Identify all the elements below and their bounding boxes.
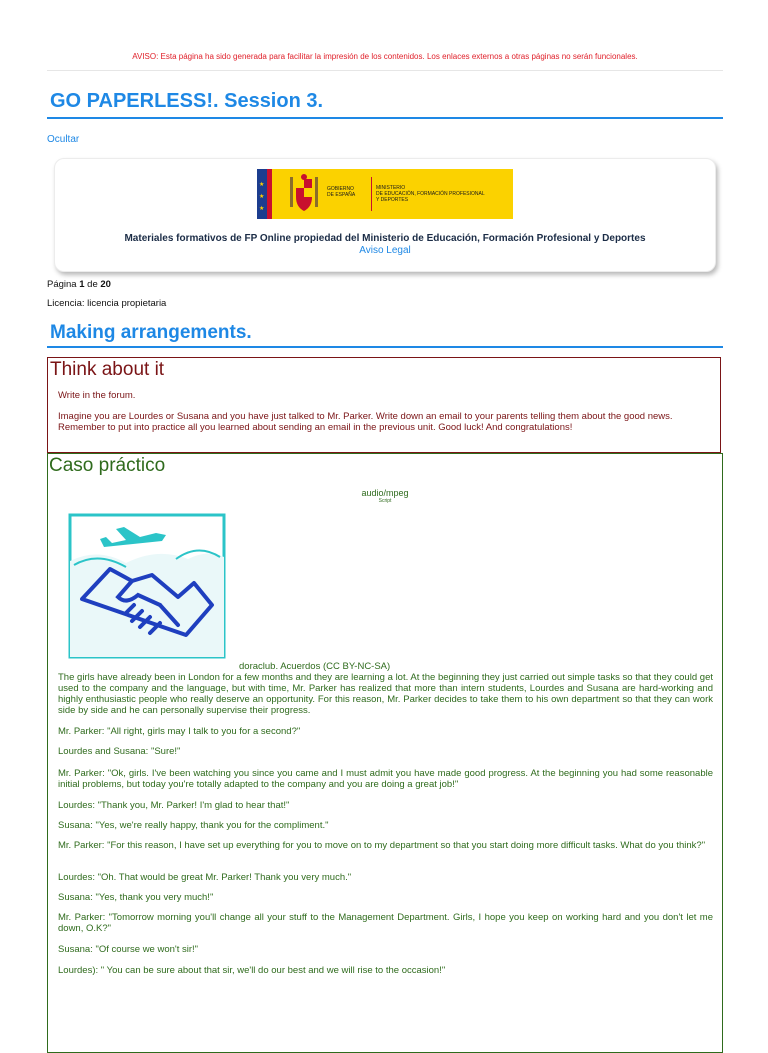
dialog-line: Mr. Parker: "For this reason, I have set up everything for you to move on to my department so that you start doing more difficult tasks. What do you think?"	[58, 840, 706, 851]
dialog-line: Lourdes): " You can be sure about that sir, we'll do our best and we will rise to the occasion!"	[58, 965, 446, 976]
think-heading: Think about it	[50, 359, 165, 380]
dialog-line: Mr. Parker: "Tomorrow morning you'll change all your stuff to the Management Department. Girls, I hope you keep on working hard and you don't let me down, O.K?"	[58, 912, 713, 934]
story-paragraph: The girls have already been in London for a few months and they are learning a lot. At the beginning they just carried out simple tasks so that they could get used to the company and the language, but with time, Mr. Parker has realized that more than intern students, Lourdes and Susana are hard-working and highly enthusiastic people who really deserve an opportunity. For this reason, Mr. Parker decides to take them to his own department so that they can work side by side and he can personally supervise their progress.	[58, 672, 713, 716]
think-paragraph: Imagine you are Lourdes or Susana and you have just talked to Mr. Parker. Write down an email to your parents telling them about the good news. Remember to put into practice all you learned about sending an email in the previous unit. Good luck! And congratulations!	[58, 411, 673, 433]
dialog-line: Susana: "Of course we won't sir!"	[58, 944, 199, 955]
logo-government-text: GOBIERNO DE ESPAÑA	[327, 186, 356, 198]
ministry-logo	[257, 169, 513, 219]
think-paragraph: Write in the forum.	[58, 390, 136, 401]
case-heading: Caso práctico	[49, 455, 166, 476]
audio-player[interactable]: audio/mpeg	[361, 488, 409, 498]
image-credit: doraclub. Acuerdos (CC BY-NC-SA)	[239, 661, 391, 672]
pagination	[47, 279, 111, 290]
pagination-label: Página	[47, 279, 77, 290]
ministry-caption: Materiales formativos de FP Online propiedad del Ministerio de Educación, Formación Profesional y Deportes	[124, 233, 646, 244]
think-about-it-box	[47, 357, 721, 453]
star-icon: ★	[259, 206, 265, 212]
dialog-line: Mr. Parker: "Ok, girls. I've been watching you since you came and I must admit you have made good progress. At the beginning you had some reasonable initial problems, but today you're totally adapted to the company and you are doing a great job!"	[58, 768, 713, 790]
dialog-line: Lourdes and Susana: "Sure!"	[58, 746, 181, 757]
legal-notice-link[interactable]: Aviso Legal	[359, 245, 411, 256]
license-text: Licencia: licencia propietaria	[47, 298, 167, 309]
hide-link[interactable]: Ocultar	[47, 134, 80, 145]
script-link[interactable]: Script	[378, 498, 392, 504]
pagination-current: 1	[79, 279, 85, 290]
dialog-line: Susana: "Yes, thank you very much!"	[58, 892, 214, 903]
section-title: Making arrangements.	[50, 322, 252, 343]
pagination-total: 20	[100, 279, 111, 290]
logo-separator	[371, 177, 372, 211]
pagination-of: de	[87, 279, 98, 290]
star-icon: ★	[259, 194, 265, 200]
dialog-line: Lourdes: "Oh. That would be great Mr. Parker! Thank you very much."	[58, 872, 352, 883]
title-divider	[47, 117, 723, 119]
section-divider	[47, 346, 723, 348]
case-study-box	[47, 453, 723, 1053]
print-notice: AVISO: Esta página ha sido generada para facilitar la impresión de los contenidos. Los enlaces externos a otras páginas no serán funcionales.	[47, 52, 723, 71]
dialog-line: Lourdes: "Thank you, Mr. Parker! I'm glad to hear that!"	[58, 800, 290, 811]
coat-of-arms-icon	[287, 173, 321, 215]
handshake-airplane-icon	[68, 513, 226, 659]
logo-ministry-text: MINISTERIO DE EDUCACIÓN, FORMACIÓN PROFESIONAL Y DEPORTES	[376, 185, 485, 203]
star-icon: ★	[259, 182, 265, 188]
dialog-line: Mr. Parker: "All right, girls may I talk to you for a second?"	[58, 726, 301, 737]
spain-flag-stripe	[267, 169, 272, 219]
dialog-line: Susana: "Yes, we're really happy, thank you for the compliment."	[58, 820, 329, 831]
document-title: GO PAPERLESS!. Session 3.	[50, 90, 324, 112]
ministry-banner	[54, 158, 716, 272]
